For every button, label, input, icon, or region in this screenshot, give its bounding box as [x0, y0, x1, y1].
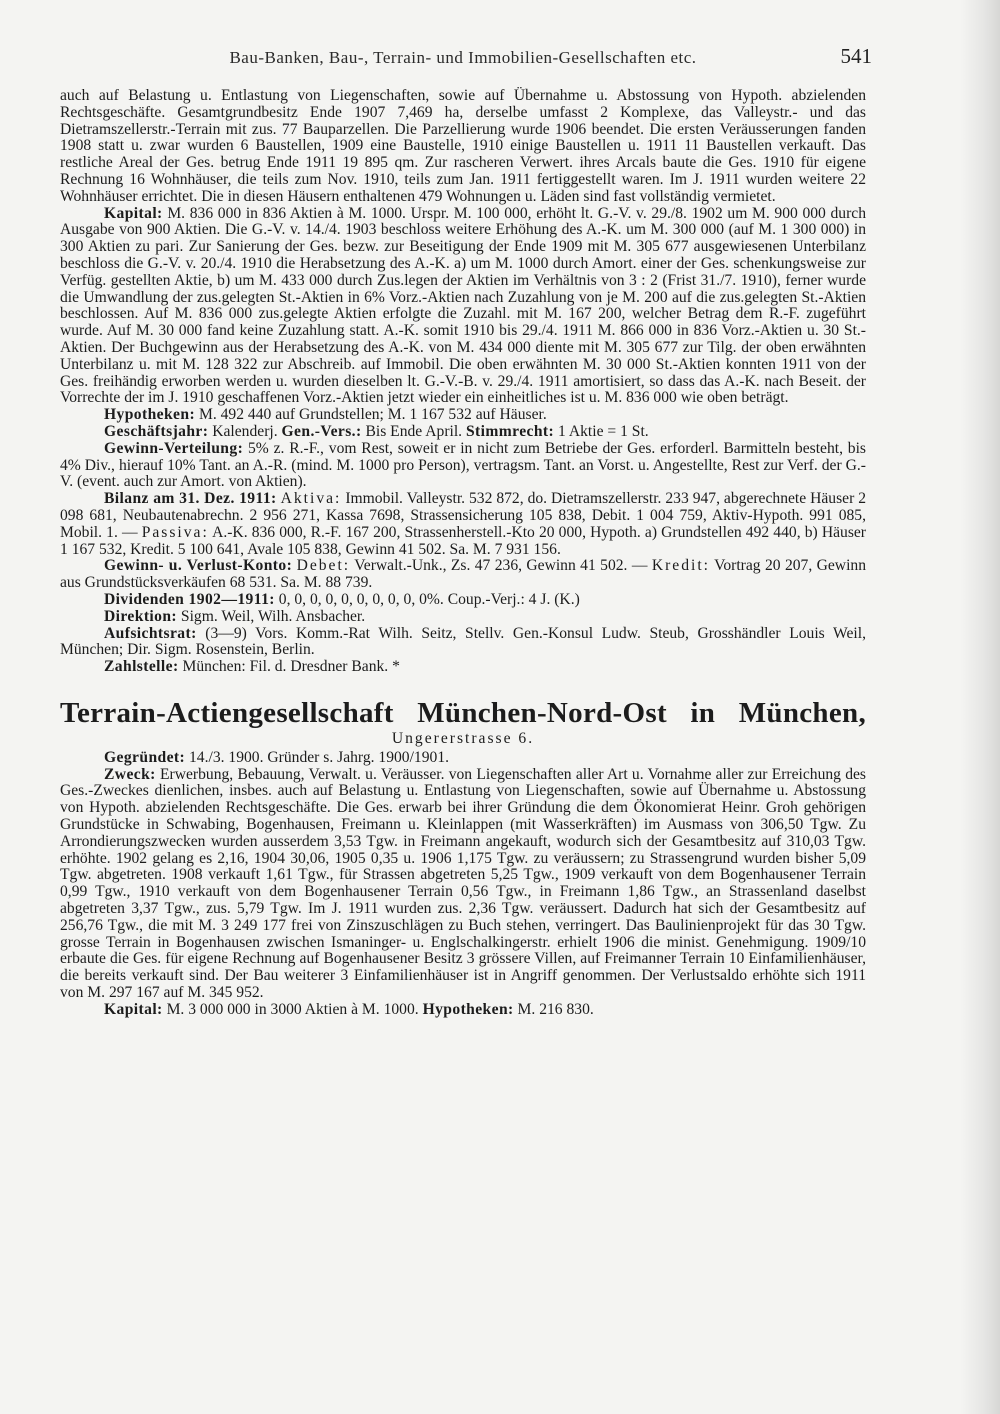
prev-hypotheken-text: M. 492 440 auf Grundstellen; M. 1 167 532 auf Häuser. [198, 406, 547, 424]
company-zweck [60, 767, 866, 1002]
prev-direktion-label: Direktion: [104, 607, 178, 625]
prev-zahlstelle-label: Zahlstelle: [104, 658, 179, 676]
prev-gewinn-verteilung [60, 441, 866, 491]
company-gegruendet [60, 750, 866, 767]
prev-kapital [60, 206, 866, 408]
prev-dividenden [60, 592, 866, 609]
prev-guv-label: Gewinn- u. Verlust-Konto: [104, 557, 293, 575]
prev-gewinn-verteilung-text: 5% z. R.-F., vom Rest, soweit er in nicht zum Betriebe der Ges. erforderl. Barmitteln besteht, bis 4% Div., hierauf 10% Tant. an A.-R. (mind. M. 1000 pro Person), vertragsm. Tant. an Vorst. u. Angestellte, Rest zur Verf. der G.-V. (event. auch zur Amort. von Aktien). [60, 439, 866, 491]
prev-aufsichtsrat [60, 626, 866, 660]
prev-stimmrecht-text: 1 Aktie = 1 St. [558, 422, 649, 440]
page-edge-shadow [960, 0, 1000, 1414]
prev-geschaeftsjahr-line [60, 424, 866, 441]
prev-bilanz-aktiva-text: Immobil. Valleystr. 532 872, do. Dietramszellerstr. 233 947, abgerechnete Häuser 2 098 681, Neubautenabrechn. 2 956 271, Kassa 7698, Strassensicherung 105 838, Debit. 1 004 759, Aktiv-Hypoth. 991 085, Mobil. 1. — [60, 490, 867, 541]
company-zweck-text: Erwerbung, Bebauung, Verwalt. u. Veräusser. von Liegenschaften aller Art u. Vornahme aller zur Erreichung des Ges.-Zweckes dienlichen, insbes. auch auf Belastung u. Entlastung von Liegenschaften, sowie auf Übernahme u. Abstossung von Hypoth. abzielenden Rechtsgeschäfte. Die Ges. erwarb bei ihrer Gründung die dem Ökonomierat Heinr. Groh gehörigen Grundstücke in Schwabing, Bogenhausen, Freimann u. Kleinlappen (mit Wasserkräften) im Ausmass von 306,50 Tgw. Zu Arrondierungszwecken wurden ausserdem 3,53 Tgw. in Freimann angekauft, wodurch sich der Gesamtbesitz auf 310,03 Tgw. erhöhte. 1902 gelang es 2,16, 1904 30,06, 1905 0,35 u. 1906 1,175 Tgw. zu veräussern; zu Strassengrund wurden bisher 5,09 Tgw. abgetreten. 1908 verkauft 1,61 Tgw., für Strassen abgetreten 5,25 Tgw., 1909 verkauft von dem Bogenhausener Terrain 0,99 Tgw., 1910 verkauft von dem Bogenhausener Terrain 0,56 Tgw., in Freimann 1,86 Tgw., an Strassenland daselbst abgetreten 3,37 Tgw., zus. 5,79 Tgw. Im J. 1911 wurden zus. 2,36 Tgw. veräussert. Dadurch hat sich der Gesamtbesitz auf 256,76 Tgw., die mit M. 3 249 177 frei von Zinszuschlägen zu Buch stehen, verringert. Das Baulinienprojekt für das 30 Tgw. grosse Terrain in Bogenhausen zwischen Ismaninger- u. Englschalkingerstr. erhielt 1906 die minist. Genehmigung. 1909/10 erbaute die Ges. für eigene Rechnung auf Bogenhausener Besitz 3 grössere Villen, auf Freimanner Terrain 10 Einfamilienhäuser, die bereits verkauft sind. Der Bau weiterer 3 Einfamilienhäuser ist in Angriff genommen. Der Verlustsaldo erhöhte sich 1911 von M. 297 167 auf M. 345 952. [60, 765, 866, 1002]
prev-direktion-text: Sigm. Weil, Wilh. Ansbacher. [180, 607, 366, 625]
prev-gewinn-verteilung-label: Gewinn-Verteilung: [104, 439, 244, 457]
company-title: Terrain-Actiengesellschaft München-Nord-Ost in München, [60, 696, 866, 729]
prev-kredit-label: Kredit: [651, 557, 710, 575]
company-kapital-hypotheken [60, 1002, 866, 1019]
company-kapital-text: M. 3 000 000 in 3000 Aktien à M. 1000. [166, 1000, 419, 1018]
prev-bilanz-passiva-text: A.-K. 836 000, R.-F. 167 200, Strassenherstell.-Kto 20 000, Hypoth. a) Grundstellen 492 440, b) Häuser 1 167 532, Kredit. 5 100 641, Avale 105 838, Gewinn 41 502. Sa. M. 7 931 156. [60, 523, 866, 558]
company-hypotheken-text: M. 216 830. [517, 1000, 594, 1018]
prev-guv [60, 558, 866, 592]
prev-aktiva-label: Aktiva: [280, 490, 342, 508]
prev-guv-kredit-text: Vortrag 20 207, Gewinn aus Grundstücksverkäufen 68 531. Sa. M. 88 739. [60, 557, 866, 592]
company-address: Ungererstrasse 6. [391, 729, 535, 747]
prev-gen-vers-label: Gen.-Vers.: [281, 422, 362, 440]
company-gegruendet-label: Gegründet: [104, 748, 186, 766]
prev-stimmrecht-label: Stimmrecht: [465, 422, 555, 440]
prev-geschaeftsjahr-label: Geschäftsjahr: [104, 422, 209, 440]
prev-zahlstelle-text: München: Fil. d. Dresdner Bank. * [182, 658, 400, 676]
prev-debet-label: Debet: [296, 557, 351, 575]
prev-dividenden-text: 0, 0, 0, 0, 0, 0, 0, 0, 0, 0%. Coup.-Verj.: 4 J. (K.) [278, 590, 580, 608]
page-body [60, 88, 866, 1019]
prev-aufsichtsrat-text: (3—9) Vors. Komm.-Rat Wilh. Seitz, Stellv. Gen.-Konsul Ludw. Steub, Grosshändler Louis Weil, München; Dir. Sigm. Rosenstein, Berlin. [60, 624, 866, 659]
prev-kapital-text: M. 836 000 in 836 Aktien à M. 1000. Urspr. M. 100 000, erhöht lt. G.-V. v. 29./8. 1902 um M. 900 000 durch Ausgabe von 900 Aktien. Die G.-V. v. 14./4. 1903 beschloss weitere Erhöhung des A.-K. um M. 300 000 (auf M. 1 300 000) in 300 Aktien zu pari. Zur Sanierung der Ges. bezw. zur Beseitigung der Ende 1909 mit M. 305 677 ausgewiesenen Unterbilanz beschloss die G.-V. v. 20./4. 1910 die Herabsetzung des A.-K. a) um M. 1000 durch Amort. einer der Ges. schenkungsweise zur Verfüg. gestellten Aktie, b) um M. 433 000 durch Zus.legen der Aktien im Verhältnis von 3 : 2 (Frist 31./7. 1910), ferner wurde die Umwandlung der zus.gelegten St.-Aktien in 6% Vorz.-Aktien nach Zuzahlung von je M. 200 auf die zus.gelegten St.-Aktien beschlossen. Auf M. 836 000 zus.gelegte Aktien erfolgte die Zuzahl. mit M. 167 200, welcher Betrag dem R.-F. zugeführt wurde. Auf M. 30 000 fand keine Zuzahlung statt. A.-K. somit 1910 bis 29./4. 1911 M. 866 000 in 836 Vorz.-Aktien u. 30 St.-Aktien. Der Buchgewinn aus der Herabsetzung des A.-K. von M. 434 000 diente mit M. 305 677 zur Tilg. der oben erwähnten Unterbilanz u. mit M. 128 322 zur Abschreib. auf Immobil. Die oben erwähnten M. 30 000 St.-Aktien konnten 1911 von der Ges. freihändig erworben werden u. wurden dieselben lt. G.-V.-B. v. 29./4. 1911 amortisiert, so dass das A.-K. nach Beseit. der Vorrechte der im J. 1910 geschaffenen Vorz.-Aktien jetzt wieder ein einheitliches ist u. M. 836 000 wie oben beträgt. [60, 204, 866, 407]
page-header [60, 44, 872, 74]
prev-geschaeftsjahr-text: Kalenderj. [212, 422, 278, 440]
page-number: 541 [840, 44, 872, 68]
prev-passiva-label: Passiva: [141, 523, 209, 541]
prev-aufsichtsrat-label: Aufsichtsrat: [104, 624, 197, 642]
prev-hypotheken [60, 407, 866, 424]
company-hypotheken-label: Hypotheken: [422, 1000, 514, 1018]
prev-direktion [60, 609, 866, 626]
prev-kapital-label: Kapital: [104, 204, 163, 222]
prev-guv-debet-text: Verwalt.-Unk., Zs. 47 236, Gewinn 41 502. — [354, 557, 648, 575]
company-gegruendet-text: 14./3. 1900. Gründer s. Jahrg. 1900/1901. [189, 748, 450, 766]
prev-bilanz-label: Bilanz am 31. Dez. 1911: [104, 490, 277, 508]
prev-dividenden-label: Dividenden 1902—1911: [104, 590, 275, 608]
running-title: Bau-Banken, Bau-, Terrain- und Immobilien-Gesellschaften etc. [229, 48, 697, 67]
prev-hypotheken-label: Hypotheken: [104, 406, 196, 424]
prev-zahlstelle [60, 659, 866, 676]
prev-gen-vers-text: Bis Ende April. [365, 422, 463, 440]
company-zweck-label: Zweck: [104, 765, 156, 783]
company-kapital-label: Kapital: [104, 1000, 163, 1018]
prev-bilanz [60, 491, 866, 558]
prev-company-continuation: auch auf Belastung u. Entlastung von Liegenschaften, sowie auf Übernahme u. Abstossung von Hypoth. abzielenden Rechtsgeschäfte. Gesamtgrundbesitz Ende 1907 7,469 ha, derselbe umfasst 2 Komplexe, das Valleystr.- und das Dietramszellerstr.-Terrain mit zus. 77 Bauparzellen. Die Parzellierung wurde 1906 beendet. Die ersten Veräusserungen fanden 1908 statt u. zwar wurden 6 Baustellen, 1909 eine Baustelle, 1910 einige Baustellen u. 1911 11 Baustellen verkauft. Das restliche Areal der Ges. betrug Ende 1911 19 895 qm. Zur rascheren Verwert. ihres Arcals baute die Ges. 1910 für eigene Rechnung 16 Wohnhäuser, die teils zum Nov. 1910, teils zum Jan. 1911 fertiggestellt waren. Im J. 1911 wurden weitere 22 Wohnhäuser errichtet. Die in diesen Häusern enthaltenen 479 Wohnungen u. Läden sind fast vollständig vermietet. [60, 87, 866, 205]
